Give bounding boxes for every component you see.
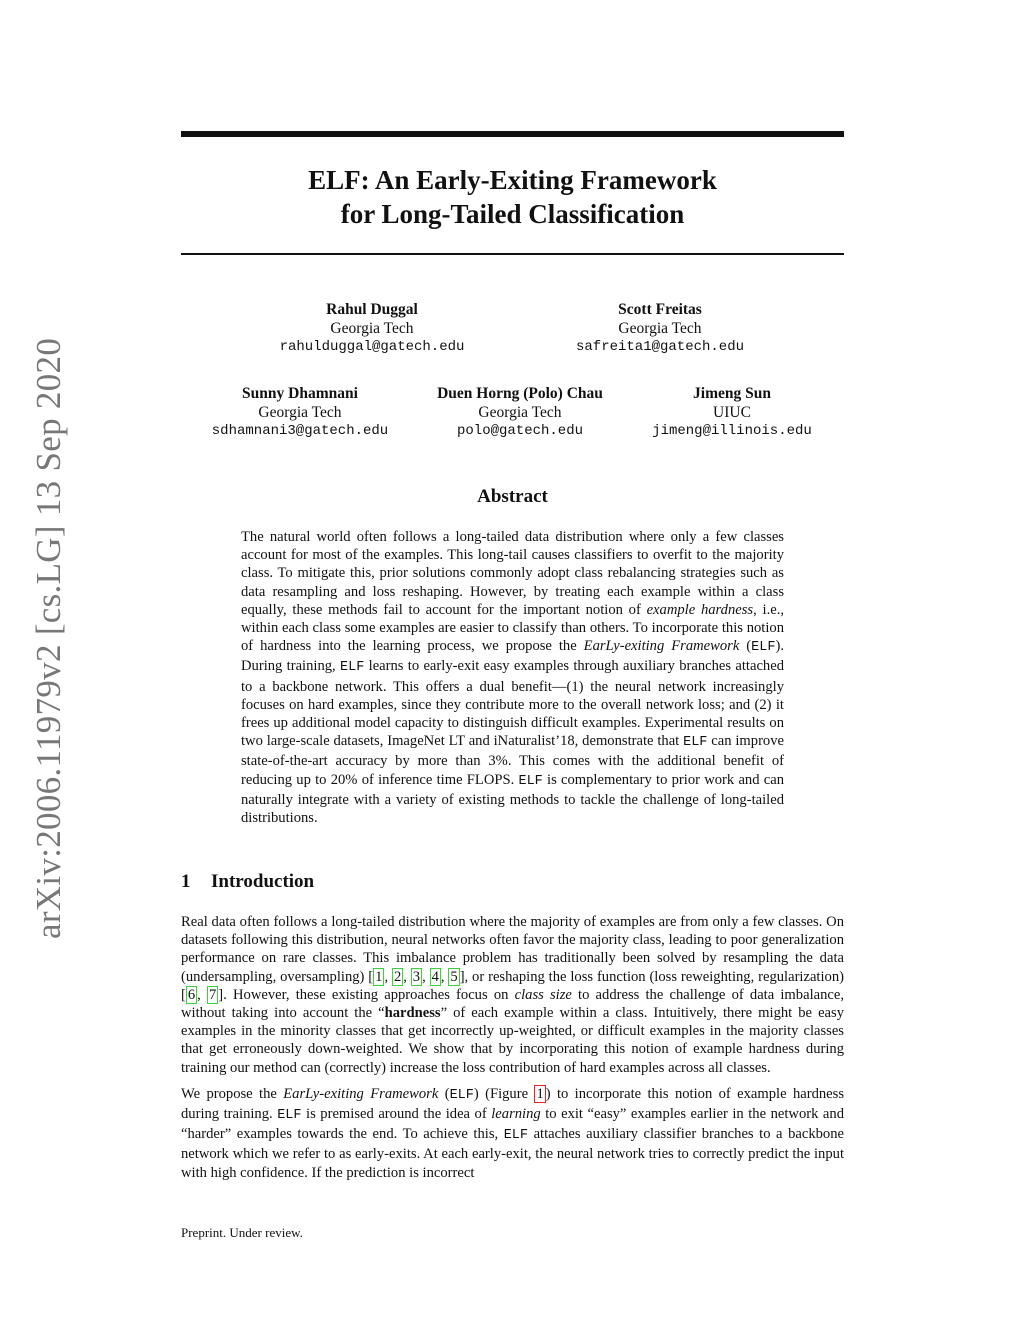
elf-acronym: ELF <box>518 773 543 789</box>
citation-link[interactable]: 5 <box>450 968 458 985</box>
arxiv-side-stamp: arXiv:2006.11979v2 [cs.LG] 13 Sep 2020 <box>29 337 68 939</box>
paragraph-emphasis: learning <box>491 1106 541 1123</box>
abstract-heading: Abstract <box>477 486 548 507</box>
elf-acronym: ELF <box>449 1087 474 1103</box>
author-email[interactable]: sdhamnani3@gatech.edu <box>211 423 389 439</box>
title-line-1: ELF: An Early-Exiting Framework <box>308 165 717 195</box>
paragraph-text: ) to incorporate this notion of example hardness during training. <box>181 1085 845 1123</box>
citation-link[interactable]: 2 <box>393 968 402 985</box>
abstract-text: can improve state-of-the-art accuracy by more than 3%. This comes with the additional benefit of reducing up to 20% of inference time FLOPS. <box>241 733 784 788</box>
paragraph-text: is premised around the idea of <box>301 1106 492 1123</box>
paper-title <box>181 163 844 231</box>
paragraph-emphasis: class size <box>514 986 572 1003</box>
citation-link[interactable]: 7 <box>209 986 217 1003</box>
paragraph-text: to exit “easy” examples earlier in the network and “harder” examples towards the end. To achieve this, <box>181 1106 844 1143</box>
citation-link[interactable]: 1 <box>375 968 383 985</box>
paragraph-text: We propose the <box>181 1085 284 1102</box>
title-rule-top <box>181 131 844 137</box>
paragraph-text: Real data often follows a long-tailed distribution where the majority of examples are from only a few classes. On datasets following this distribution, neural networks often favor the majority class, leading to poor generalization performance on rare classes. This imbalance problem has traditionally been solved by resampling the data (undersampling, oversampling) [ <box>181 914 844 985</box>
elf-acronym: ELF <box>751 640 776 656</box>
paragraph-text: ], or reshaping the loss function (loss reweighting, regularization) [ <box>181 968 844 1003</box>
paragraph-text: attaches auxiliary classifier branches to a backbone network which we refer to as early-exits. At each early-exit, the neural network tries to correctly predict the input with high confidence. If the prediction is incorrect <box>181 1126 845 1181</box>
elf-acronym: ELF <box>683 735 708 751</box>
author-affiliation: UIUC <box>713 404 751 421</box>
paragraph-text: ” of each example within a class. Intuitively, there might be easy examples in the minority classes that get incorrectly up-weighted, or difficult examples in the majority classes that get erroneously down-weighted. We show that by incorporating this notion of example hardness during training our method can (correctly) increase the loss contribution of hard examples across all classes. <box>181 1005 844 1076</box>
author-email[interactable]: rahulduggal@gatech.edu <box>279 339 465 355</box>
author-name: Sunny Dhamnani <box>242 385 358 402</box>
author-email[interactable]: safreita1@gatech.edu <box>575 339 745 355</box>
abstract-emphasis: EarLy-exiting Framework <box>583 638 740 655</box>
elf-acronym: ELF <box>340 660 365 676</box>
citation-link[interactable]: 3 <box>412 968 421 985</box>
author-affiliation: Georgia Tech <box>330 320 414 337</box>
paragraph-text: ( <box>438 1085 450 1102</box>
abstract-emphasis: example hardness <box>646 601 754 618</box>
citation-link[interactable]: 4 <box>431 968 439 985</box>
author-block <box>530 300 790 357</box>
abstract-text: ( <box>739 638 752 655</box>
author-email[interactable]: polo@gatech.edu <box>456 423 584 439</box>
paragraph-emphasis: EarLy-exiting Framework <box>283 1085 439 1102</box>
abstract-text: learns to early-exit easy examples through auxiliary branches attached to a backbone network. This offers a dual benefit—(1) the neural network increasingly focuses on hard examples, since they contribute more to the overall network loss; and (2) it frees up additional model capacity to distinguish difficult examples. Experimental results on two large-scale datasets, ImageNet LT and iNaturalist’18, demonstrate that <box>241 658 784 750</box>
author-email[interactable]: jimeng@illinois.edu <box>652 423 812 439</box>
introduction-body <box>181 913 844 1190</box>
section-title: Introduction <box>211 871 315 892</box>
author-name: Duen Horng (Polo) Chau <box>437 385 603 402</box>
figure-link[interactable]: 1 <box>536 1085 544 1102</box>
abstract-body <box>241 528 784 827</box>
paragraph: Real data often follows a long-tailed distribution where the majority of examples are from only a few classes. On datasets following this distribution, neural networks often favor the majority class, leading to poor generalization performance on rare classes. This imbalance problem has traditionally been solved by resampling the data (undersampling, oversampling) [ 1 , 2 , 3 , 4 , 5 ], or reshaping the loss function (loss reweighting, regularization) [ 6 , 7 ]. However, these existing approaches focus on class size to address the challenge of data imbalance, without taking into account the “hardness” of each example within a class. Intuitively, there might be easy examples in the minority classes that get incorrectly up-weighted, or difficult examples in the majority classes that get erroneously down-weighted. We show that by incorporating this notion of example hardness during training our method can (correctly) increase the loss contribution of hard examples across all classes. <box>181 914 844 1076</box>
section-number: 1 <box>181 871 191 892</box>
author-name: Jimeng Sun <box>693 385 771 402</box>
abstract-text: The natural world often follows a long-tailed data distribution where only a few classes account for most of the examples. This long-tail causes classifiers to overfit to the majority class. To mitigate this, prior solutions commonly adopt class rebalancing strategies such as data resampling and loss reshaping. However, by treating each example within a class equally, these methods fail to account for the important notion of <box>241 529 784 618</box>
abstract-text: ). During training, <box>241 638 784 675</box>
elf-acronym: ELF <box>503 1128 529 1144</box>
paragraph-bold: hardness <box>384 1005 441 1022</box>
title-rule-bottom <box>181 253 844 255</box>
elf-acronym: ELF <box>277 1108 302 1124</box>
author-name: Rahul Duggal <box>326 301 418 318</box>
author-block <box>602 384 862 441</box>
author-affiliation: Georgia Tech <box>258 404 342 421</box>
title-line-2: for Long-Tailed Classification <box>340 199 685 229</box>
author-affiliation: Georgia Tech <box>618 320 702 337</box>
citation-link[interactable]: 6 <box>187 986 196 1003</box>
author-name: Scott Freitas <box>618 301 702 318</box>
paragraph <box>181 1085 844 1182</box>
author-block <box>242 300 502 357</box>
paragraph-text: to address the challenge of data imbalance, without taking into account the “ <box>181 986 844 1022</box>
paragraph-text: ) (Figure <box>473 1085 535 1102</box>
abstract-text: , i.e., within each class some examples are easier to classify than others. To incorporate this notion of hardness into the learning process, we propose the <box>241 601 785 655</box>
section-heading <box>181 871 314 893</box>
abstract-text: is complementary to prior work and can naturally integrate with a variety of existing methods to tackle the challenge of long-tailed distributions. <box>241 771 785 827</box>
author-affiliation: Georgia Tech <box>478 404 562 421</box>
page-footer: Preprint. Under review. <box>181 1225 303 1240</box>
paragraph-text: ]. However, these existing approaches focus on <box>218 986 515 1003</box>
